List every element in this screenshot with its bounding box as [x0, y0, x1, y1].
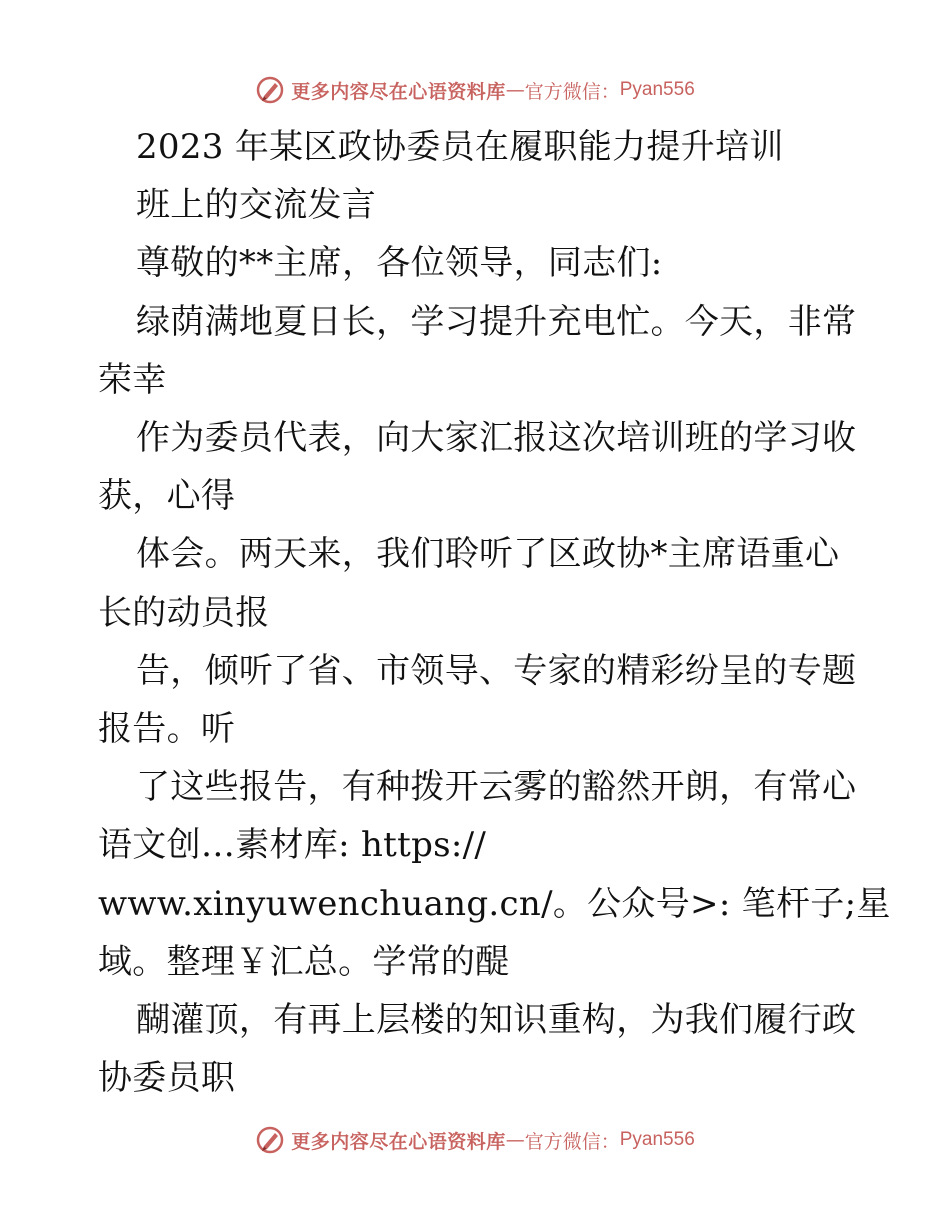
doc-line: 班上的交流发言 [136, 185, 377, 226]
doc-line: 醐灌顶，有再上层楼的知识重构，为我们履行政 [136, 1000, 857, 1041]
banner-wechat-id: Pyan556 [619, 1129, 695, 1150]
doc-line: 荣幸 [98, 359, 167, 400]
document-body [98, 118, 891, 1107]
banner-wechat-label: 官方微信： [524, 1130, 620, 1153]
doc-line: 告，倾听了省、市领导、专家的精彩纷呈的专题 [136, 650, 857, 691]
doc-line: 长的动员报 [98, 592, 270, 633]
doc-line: 2023 年某区政协委员在履职能力提升培训 [136, 127, 784, 167]
doc-line: 绿荫满地夏日长，学习提升充电忙。今天，非常 [136, 301, 857, 342]
doc-line: 尊敬的**主席，各位领导，同志们: [136, 243, 663, 284]
banner-wechat-label: 官方微信： [524, 80, 620, 103]
banner-brand-text: 更多内容尽在心语资料库 [291, 1130, 506, 1153]
doc-line: 获，心得 [98, 476, 236, 517]
banner-brand-text: 更多内容尽在心语资料库 [291, 80, 506, 103]
doc-line: 作为委员代表，向大家汇报这次培训班的学习收 [136, 418, 857, 459]
doc-line: 了这些报告，有种拨开云雾的豁然开朗，有常心 [136, 767, 857, 808]
doc-line: 报告。听 [98, 709, 236, 750]
doc-line: 协委员职 [98, 1058, 236, 1099]
pen-logo-icon [255, 75, 285, 105]
doc-line: 体会。两天来，我们聆听了区政协*主席语重心 [136, 534, 840, 575]
header-banner [0, 70, 950, 110]
banner-wechat-id: Pyan556 [619, 79, 695, 100]
doc-line: 语文创…素材库: https:// [98, 825, 487, 866]
pen-logo-icon [255, 1125, 285, 1155]
doc-line: 域。整理￥汇总。学常的醍 [98, 941, 510, 982]
doc-line: www.xinyuwenchuang.cn/。公众号>: 笔杆子;星 [98, 883, 891, 924]
footer-banner [0, 1120, 950, 1160]
banner-dash: — [505, 79, 525, 101]
banner-dash: — [505, 1129, 525, 1151]
